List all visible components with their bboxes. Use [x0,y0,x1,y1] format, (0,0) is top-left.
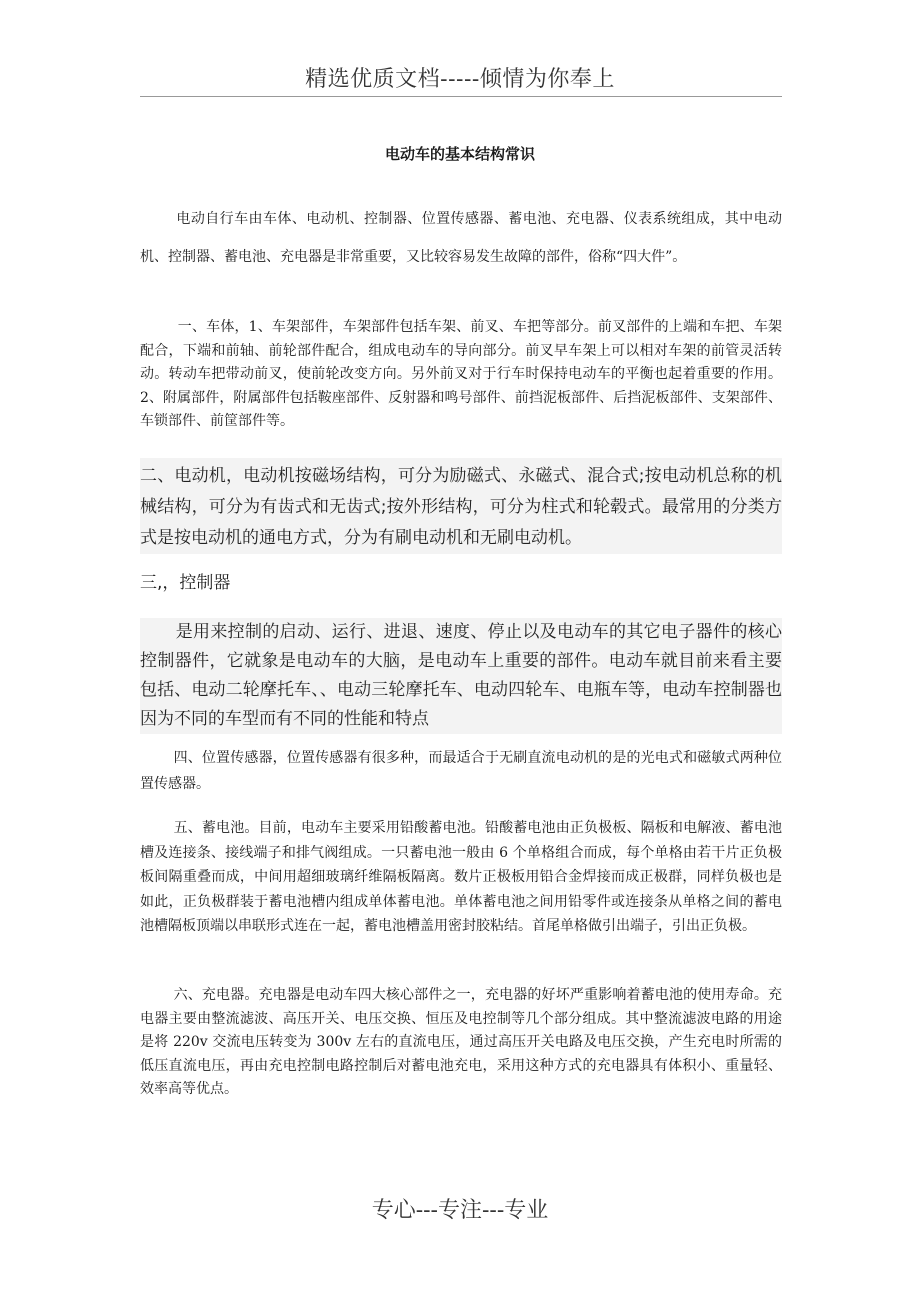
paragraph-charger: 六、充电器。充电器是电动车四大核心部件之一，充电器的好坏严重影响着蓄电池的使用寿命。充电器主要由整流滤波、高压开关、电压交换、恒压及电控制等几个部分组成。其中整流滤波电路的用途是将 220v 交流电压转变为 300v 左右的直流电压，通过高压开关电路及电压交换，产生充电时所需的低压直流电压，再由充电控制电路控制后对蓄电池充电，采用这种方式的充电器具有体积小、重量轻、效率高等优点。 [140,987,782,1097]
heading-controller: 三,，控制器 [140,573,231,593]
paragraph-controller: 是用来控制的启动、运行、进退、速度、停止以及电动车的其它电子器件的核心控制器件，它就象是电动车的大脑，是电动车上重要的部件。电动车就目前来看主要包括、电动二轮摩托车、、电动三轮摩托车、电动四轮车、电瓶车等，电动车控制器也因为不同的车型而有不同的性能和特点 [140,618,782,734]
paragraph-vehicle-body: 一、车体，1、车架部件，车架部件包括车架、前叉、车把等部分。前叉部件的上端和车把、车架配合，下端和前轴、前轮部件配合，组成电动车的导向部分。前叉早车架上可以相对车架的前管灵活转动。转动车把带动前叉，使前轮改变方向。另外前叉对于行车时保持电动车的平衡也起着重要的作用。2、附属部件，附属部件包括鞍座部件、反射器和鸣号部件、前挡泥板部件、后挡泥板部件、支架部件、车锁部件、前筐部件等。 [140,319,782,429]
page-header-title: 精选优质文档-----倾情为你奉上 [305,67,615,92]
page-footer-text: 专心---专注---专业 [371,1198,549,1223]
header-divider [140,96,782,97]
paragraph-position-sensor: 四、位置传感器，位置传感器有很多种，而最适合于无刷直流电动机的是的光电式和磁敏式两种位置传感器。 [140,750,782,792]
paragraph-battery: 五、蓄电池。目前，电动车主要采用铅酸蓄电池。铅酸蓄电池由正负极板、隔板和电解液、蓄电池槽及连接条、接线端子和排气阀组成。一只蓄电池一般由 6 个单格组合而成，每个单格由若干片正负极板间隔重叠而成，中间用超细玻璃纤维隔板隔离。数片正极板用铅合金焊接而成正极群，同样负极也是如此，正负极群装于蓄电池槽内组成单体蓄电池。单体蓄电池之间用铅零件或连接条从单格之间的蓄电池槽隔板顶端以串联形式连在一起，蓄电池槽盖用密封胶粘结。首尾单格做引出端子，引出正负极。 [140,820,782,934]
paragraph-motor: 二、电动机，电动机按磁场结构，可分为励磁式、永磁式、混合式;按电动机总称的机械结构，可分为有齿式和无齿式;按外形结构，可分为柱式和轮毂式。最常用的分类方式是按电动机的通电方式，分为有刷电动机和无刷电动机。 [140,458,782,554]
paragraph-intro: 电动自行车由车体、电动机、控制器、位置传感器、蓄电池、充电器、仪表系统组成，其中电动机、控制器、蓄电池、充电器是非常重要，又比较容易发生故障的部件，俗称“四大件”。 [140,211,782,265]
document-title: 电动车的基本结构常识 [384,145,535,163]
